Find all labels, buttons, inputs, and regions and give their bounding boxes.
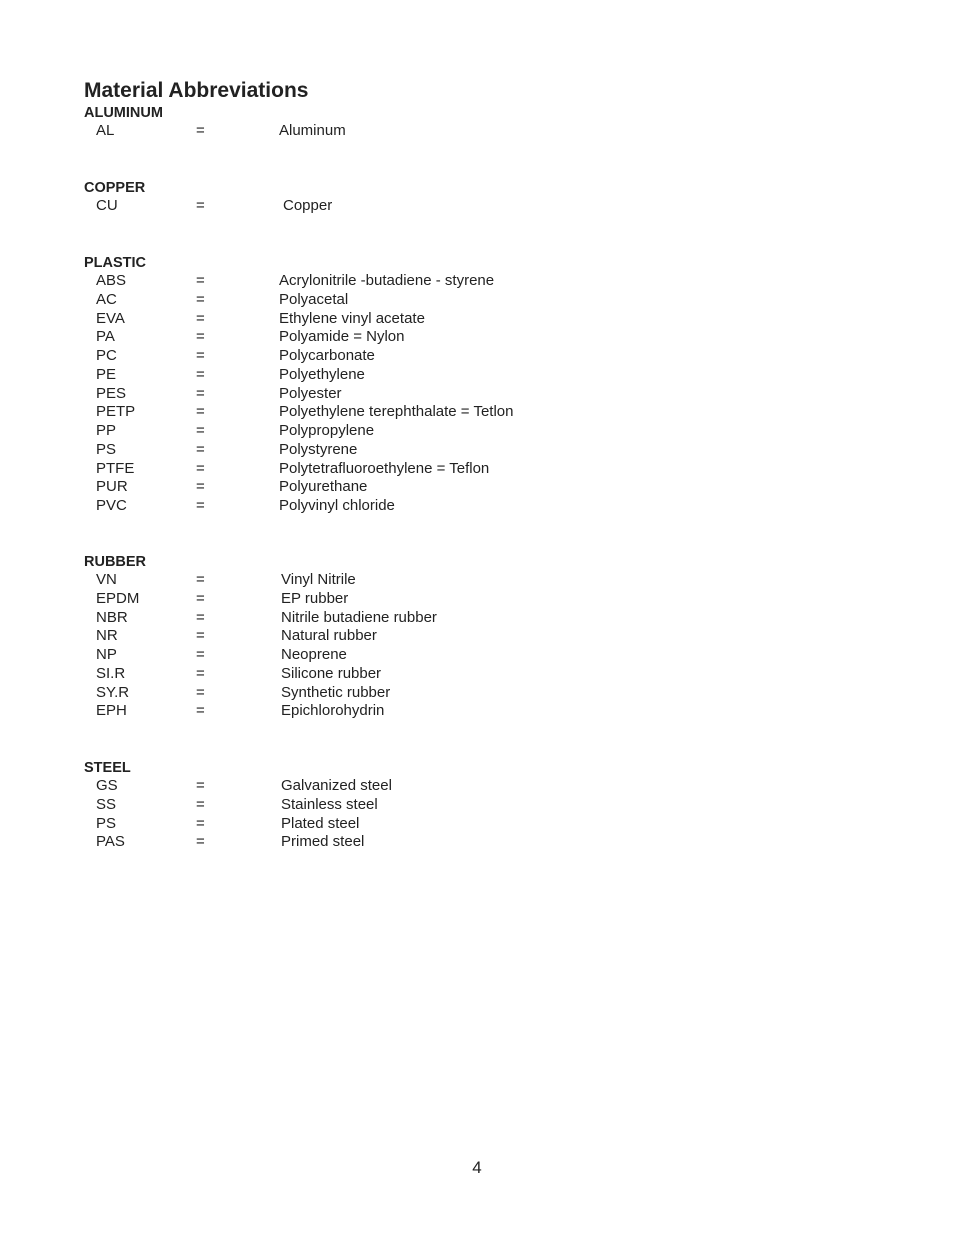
definition: Primed steel bbox=[281, 833, 365, 851]
definition: Synthetic rubber bbox=[281, 683, 391, 701]
equals-sign: = bbox=[196, 197, 205, 214]
abbreviation: EVA bbox=[96, 309, 125, 327]
equals-sign: = bbox=[196, 589, 205, 607]
definition: Polytetrafluoroethylene = Teflon bbox=[279, 459, 490, 477]
abbreviation-row bbox=[84, 684, 684, 703]
definition: Polyvinyl chloride bbox=[279, 497, 395, 514]
equals-sign: = bbox=[196, 571, 205, 588]
equals-sign: = bbox=[196, 384, 205, 402]
section-rubber bbox=[84, 553, 684, 721]
abbreviation: EPDM bbox=[96, 589, 140, 607]
definition: Copper bbox=[283, 197, 333, 214]
equals-sign: = bbox=[196, 328, 205, 346]
equals-sign: = bbox=[196, 664, 205, 682]
abbreviation: VN bbox=[96, 571, 117, 588]
definition: Natural rubber bbox=[281, 627, 377, 645]
definition: Polyacetal bbox=[279, 290, 349, 308]
abbreviation: SS bbox=[96, 795, 117, 813]
abbreviation-row bbox=[84, 571, 684, 590]
section-heading: RUBBER bbox=[84, 554, 147, 570]
page-title: Material Abbreviations bbox=[84, 79, 309, 102]
abbreviation: PAS bbox=[96, 833, 125, 851]
abbreviation-row bbox=[84, 777, 684, 796]
abbreviation-row bbox=[84, 646, 684, 665]
section-aluminum bbox=[84, 104, 684, 141]
equals-sign: = bbox=[196, 646, 205, 663]
abbreviation-row bbox=[84, 422, 684, 441]
section-heading: COPPER bbox=[84, 180, 146, 196]
equals-sign: = bbox=[196, 683, 205, 701]
abbreviation: PETP bbox=[96, 403, 136, 421]
abbreviation-row bbox=[84, 291, 684, 310]
abbreviation: SI.R bbox=[96, 664, 126, 682]
abbreviation: EPH bbox=[96, 702, 127, 720]
abbreviation: PA bbox=[96, 328, 115, 346]
definition: Polyamide = Nylon bbox=[279, 328, 405, 346]
definition: Ethylene vinyl acetate bbox=[279, 309, 425, 327]
abbreviation-row bbox=[84, 441, 684, 460]
abbreviation: PES bbox=[96, 384, 127, 402]
definition: Neoprene bbox=[281, 646, 347, 663]
abbreviation-row bbox=[84, 665, 684, 684]
abbreviation: AL bbox=[96, 122, 115, 139]
equals-sign: = bbox=[196, 627, 205, 645]
abbreviation: GS bbox=[96, 777, 118, 794]
definition: Polyethylene bbox=[279, 365, 365, 383]
abbreviation: PUR bbox=[96, 478, 128, 496]
abbreviation: NP bbox=[96, 646, 117, 663]
abbreviation-row bbox=[84, 702, 684, 721]
abbreviation-row bbox=[84, 385, 684, 404]
abbreviation-row bbox=[84, 272, 684, 291]
section-plastic bbox=[84, 254, 684, 516]
equals-sign: = bbox=[196, 403, 205, 421]
equals-sign: = bbox=[196, 290, 205, 308]
abbreviation-row bbox=[84, 403, 684, 422]
equals-sign: = bbox=[196, 814, 205, 832]
abbreviation-row bbox=[84, 122, 684, 141]
abbreviation: PP bbox=[96, 422, 117, 439]
definition: Nitrile butadiene rubber bbox=[281, 608, 437, 626]
abbreviation-row bbox=[84, 815, 684, 834]
definition: Epichlorohydrin bbox=[281, 702, 385, 720]
definition: Polycarbonate bbox=[279, 347, 375, 364]
equals-sign: = bbox=[196, 478, 205, 496]
equals-sign: = bbox=[196, 608, 205, 626]
abbreviation-row bbox=[84, 833, 684, 852]
definition: Polypropylene bbox=[279, 422, 375, 439]
abbreviation-row bbox=[84, 366, 684, 385]
abbreviation: PS bbox=[96, 440, 117, 458]
definition: Galvanized steel bbox=[281, 777, 392, 794]
equals-sign: = bbox=[196, 122, 205, 139]
abbreviation-row bbox=[84, 197, 684, 216]
abbreviation-row bbox=[84, 590, 684, 609]
abbreviation: SY.R bbox=[96, 683, 130, 701]
definition: Silicone rubber bbox=[281, 664, 382, 682]
abbreviation-row bbox=[84, 347, 684, 366]
abbreviation: PVC bbox=[96, 497, 127, 514]
definition: Vinyl Nitrile bbox=[281, 571, 356, 588]
definition: Plated steel bbox=[281, 814, 360, 832]
abbreviation: PS bbox=[96, 814, 117, 832]
equals-sign: = bbox=[196, 795, 205, 813]
definition: Aluminum bbox=[279, 122, 346, 139]
definition: Polystyrene bbox=[279, 440, 358, 458]
page-number: 4 bbox=[472, 1158, 482, 1177]
abbreviation: NR bbox=[96, 627, 118, 645]
definition: Polyurethane bbox=[279, 478, 368, 496]
abbreviation-row bbox=[84, 460, 684, 479]
abbreviation-row bbox=[84, 497, 684, 516]
abbreviation-row bbox=[84, 627, 684, 646]
section-copper bbox=[84, 179, 684, 216]
equals-sign: = bbox=[196, 272, 205, 289]
section-heading: STEEL bbox=[84, 760, 131, 776]
abbreviation-row bbox=[84, 310, 684, 329]
section-heading: ALUMINUM bbox=[84, 105, 163, 121]
definition: Acrylonitrile -butadiene - styrene bbox=[279, 272, 495, 289]
section-heading: PLASTIC bbox=[84, 255, 147, 271]
definition: Stainless steel bbox=[281, 795, 378, 813]
abbreviation-row bbox=[84, 609, 684, 628]
equals-sign: = bbox=[196, 309, 205, 327]
equals-sign: = bbox=[196, 347, 205, 364]
equals-sign: = bbox=[196, 422, 205, 439]
equals-sign: = bbox=[196, 777, 205, 794]
definition: Polyethylene terephthalate = Tetlon bbox=[279, 403, 514, 421]
abbreviation: PC bbox=[96, 347, 117, 364]
abbreviation: ABS bbox=[96, 272, 127, 289]
abbreviation: AC bbox=[96, 290, 117, 308]
definition: EP rubber bbox=[281, 589, 349, 607]
equals-sign: = bbox=[196, 702, 205, 720]
abbreviation: PTFE bbox=[96, 459, 135, 477]
abbreviation-row bbox=[84, 328, 684, 347]
section-steel bbox=[84, 759, 684, 852]
abbreviation-row bbox=[84, 796, 684, 815]
equals-sign: = bbox=[196, 459, 205, 477]
equals-sign: = bbox=[196, 440, 205, 458]
definition: Polyester bbox=[279, 384, 342, 402]
equals-sign: = bbox=[196, 365, 205, 383]
abbreviation-row bbox=[84, 478, 684, 497]
equals-sign: = bbox=[196, 497, 205, 514]
abbreviation: NBR bbox=[96, 608, 128, 626]
abbreviation: CU bbox=[96, 197, 118, 214]
abbreviation: PE bbox=[96, 365, 117, 383]
equals-sign: = bbox=[196, 833, 205, 851]
